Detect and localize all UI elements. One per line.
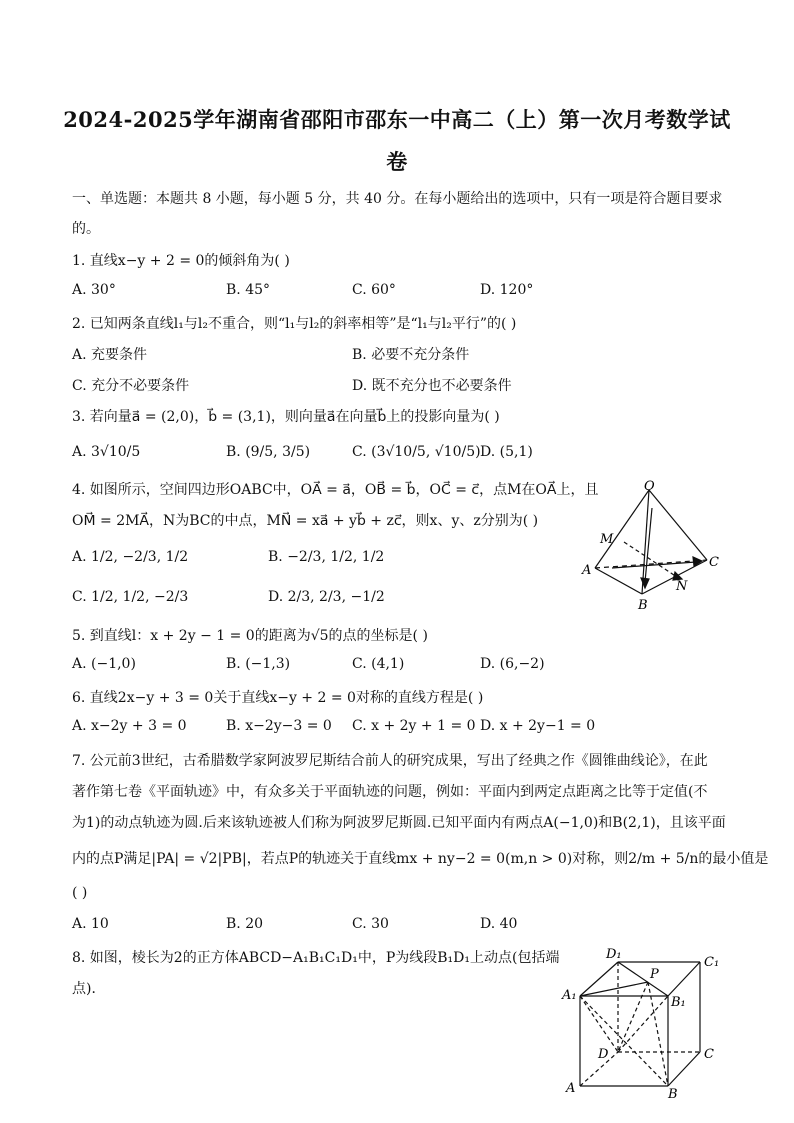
- question-8-stem-continued: 点)．: [72, 981, 106, 997]
- figure8-label-d: D: [598, 1047, 609, 1062]
- question-8-stem: 8. 如图，棱长为2的正方体ABCD−A₁B₁C₁D₁中，P为线段B₁D₁上动点(包括端: [72, 950, 560, 966]
- question-1-option-c[interactable]: C. 60°: [352, 282, 396, 298]
- page-title-continued: 卷: [386, 149, 408, 174]
- question-4-option-a[interactable]: A. 1/2, −2/3, 1/2: [72, 549, 189, 565]
- question-6-option-d[interactable]: D. x + 2y−1 = 0: [480, 718, 596, 734]
- question-1-option-b[interactable]: B. 45°: [226, 282, 271, 298]
- question-6-option-c[interactable]: C. x + 2y + 1 = 0: [352, 718, 476, 734]
- figure4-label-a: A: [582, 563, 592, 578]
- question-6-option-a[interactable]: A. x−2y + 3 = 0: [72, 718, 187, 734]
- figure8-label-c: C: [704, 1047, 714, 1062]
- question-3-option-d[interactable]: D. (5,1): [480, 444, 533, 460]
- figure4-label-o: O: [644, 479, 655, 494]
- question-6-option-b[interactable]: B. x−2y−3 = 0: [226, 718, 332, 734]
- question-2-option-b[interactable]: B. 必要不充分条件: [352, 347, 470, 363]
- section-heading-continued: 的。: [72, 221, 100, 237]
- cube-figure: [560, 946, 730, 1106]
- question-1-option-a[interactable]: A. 30°: [72, 282, 116, 298]
- question-3-option-c[interactable]: C. (3√10/5, √10/5): [352, 444, 481, 460]
- figure8-label-p: P: [650, 967, 659, 982]
- question-5-option-c[interactable]: C. (4,1): [352, 656, 405, 672]
- figure8-label-a1: A₁: [562, 988, 577, 1003]
- question-3-option-b[interactable]: B. (9/5, 3/5): [226, 444, 311, 460]
- question-7-stem-line-3: 为1)的动点轨迹为圆.后来该轨迹被人们称为阿波罗尼斯圆.已知平面内有两点A(−1,0)和B(2,1)，且该平面: [72, 815, 726, 831]
- figure8-label-a: A: [566, 1081, 576, 1096]
- figure8-label-b1: B₁: [671, 995, 686, 1010]
- figure4-label-m: M: [600, 532, 614, 547]
- question-7-option-a[interactable]: A. 10: [72, 916, 109, 932]
- figure8-label-c1: C₁: [704, 955, 720, 970]
- question-2-stem: 2. 已知两条直线l₁与l₂不重合，则“l₁与l₂的斜率相等”是“l₁与l₂平行”的( ): [72, 316, 517, 332]
- question-5-stem: 5. 到直线l：x + 2y − 1 = 0的距离为√5的点的坐标是( ): [72, 628, 428, 644]
- question-4-stem: 4. 如图所示，空间四边形OABC中，OA⃗ = a⃗，OB⃗ = b⃗，OC⃗ = c⃗，点M在OA⃗上，且: [72, 482, 599, 498]
- question-6-stem: 6. 直线2x−y + 3 = 0关于直线x−y + 2 = 0对称的直线方程是( ): [72, 690, 484, 706]
- question-4-option-d[interactable]: D. 2/3, 2/3, −1/2: [268, 589, 385, 605]
- figure8-label-b: B: [668, 1087, 678, 1102]
- question-2-option-a[interactable]: A. 充要条件: [72, 347, 148, 363]
- question-7-stem-line-2: 著作第七卷《平面轨迹》中，有众多关于平面轨迹的问题，例如：平面内到两定点距离之比等于定值(不: [72, 784, 708, 800]
- question-1-stem: 1. 直线x−y + 2 = 0的倾斜角为( ): [72, 253, 290, 269]
- figure4-label-c: C: [709, 555, 719, 570]
- figure8-label-d1: D₁: [606, 947, 622, 962]
- question-7-stem-line-4: 内的点P满足|PA| = √2|PB|，若点P的轨迹关于直线mx + ny−2 = 0(m,n > 0)对称，则2/m + 5/n的最小值是: [72, 851, 769, 867]
- question-4-stem-continued: OM⃗ = 2MA⃗，N为BC的中点，MN⃗ = xa⃗ + yb⃗ + zc⃗，则x、y、z分别为( ): [72, 513, 539, 529]
- question-5-option-d[interactable]: D. (6,−2): [480, 656, 545, 672]
- question-7-stem-line-5: ( ): [72, 885, 88, 901]
- question-7-stem-line-1: 7. 公元前3世纪，古希腊数学家阿波罗尼斯结合前人的研究成果，写出了经典之作《圆锥曲线论》，在此: [72, 753, 708, 769]
- figure4-label-n: N: [676, 579, 688, 594]
- question-2-option-d[interactable]: D. 既不充分也不必要条件: [352, 378, 512, 394]
- question-7-option-b[interactable]: B. 20: [226, 916, 264, 932]
- figure4-label-b: B: [638, 598, 648, 613]
- question-3-stem: 3. 若向量a⃗ = (2,0)，b⃗ = (3,1)，则向量a⃗在向量b⃗上的投影向量为( ): [72, 409, 500, 425]
- tetrahedron-figure: [572, 476, 732, 616]
- question-5-option-b[interactable]: B. (−1,3): [226, 656, 291, 672]
- question-4-option-c[interactable]: C. 1/2, 1/2, −2/3: [72, 589, 189, 605]
- page-title: 2024-2025学年湖南省邵阳市邵东一中高二（上）第一次月考数学试: [63, 107, 731, 132]
- question-7-option-c[interactable]: C. 30: [352, 916, 389, 932]
- section-heading: 一、单选题：本题共 8 小题，每小题 5 分，共 40 分。在每小题给出的选项中，只有一项是符合题目要求: [72, 191, 723, 207]
- question-7-option-d[interactable]: D. 40: [480, 916, 518, 932]
- question-4-option-b[interactable]: B. −2/3, 1/2, 1/2: [268, 549, 385, 565]
- question-1-option-d[interactable]: D. 120°: [480, 282, 534, 298]
- question-3-option-a[interactable]: A. 3√10/5: [72, 444, 141, 460]
- question-2-option-c[interactable]: C. 充分不必要条件: [72, 378, 190, 394]
- question-5-option-a[interactable]: A. (−1,0): [72, 656, 136, 672]
